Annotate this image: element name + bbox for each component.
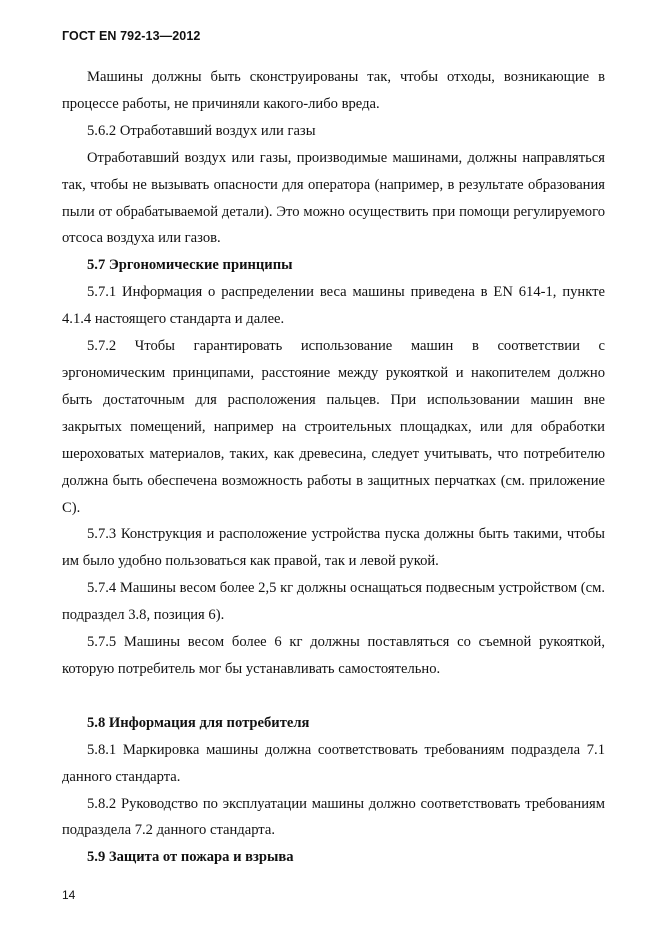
paragraph: 5.7.4 Машины весом более 2,5 кг должны оснащаться подвесным устройством (см. подраздел 3.8, позиция 6). — [62, 580, 605, 624]
page-number: 14 — [62, 888, 76, 902]
paragraph: 5.7.3 Конструкция и расположение устройства пуска должны быть такими, чтобы им было удобно пользоваться как правой, так и левой рукой. — [62, 526, 605, 570]
paragraph: 5.7.5 Машины весом более 6 кг должны поставляться со съемной рукояткой, которую потребитель мог бы устанавливать самостоятельно. — [62, 634, 605, 677]
document-body — [62, 64, 605, 871]
document-header: ГОСТ EN 792-13—2012 — [62, 29, 201, 43]
paragraph: Отработавший воздух или газы, производимые машинами, должны направляться так, чтобы не вызывать опасности для оператора (например, в результате образования пыли от обрабатываемой детали). Это можно осуществить при помощи регулируемого отсоса воздуха или газов. — [62, 149, 605, 247]
paragraph: 5.7.1 Информация о распределении веса машины приведена в EN 614-1, пункте 4.1.4 настоящего стандарта и далее. — [62, 284, 605, 328]
paragraph: Машины должны быть сконструированы так, чтобы отходы, возникающие в процессе работы, не причиняли какого-либо вреда. — [62, 69, 605, 112]
paragraph: 5.7.2 Чтобы гарантировать использование машин в соответствии с эргономическим принципами, расстояние между рукояткой и накопителем должно быть достаточным для расположения пальцев. При использовании машин вне закрытых помещений, например на строительных площадках, или для обработки шероховатых материалов, таких, как древесина, следует учитывать, что потребителю должна быть обеспечена возможность работы в защитных перчатках (см. приложение С). — [62, 338, 605, 516]
paragraph: 5.8.2 Руководство по эксплуатации машины должно соответствовать требованиям подраздела 7.2 данного стандарта. — [62, 795, 605, 839]
section-heading: 5.9 Защита от пожара и взрыва — [87, 849, 294, 866]
section-heading: 5.7 Эргономические принципы — [87, 257, 293, 274]
subsection-title: 5.6.2 Отработавший воздух или газы — [87, 122, 316, 139]
section-heading: 5.8 Информация для потребителя — [87, 714, 310, 731]
paragraph: 5.8.1 Маркировка машины должна соответствовать требованиям подраздела 7.1 данного стандарта. — [62, 741, 605, 785]
